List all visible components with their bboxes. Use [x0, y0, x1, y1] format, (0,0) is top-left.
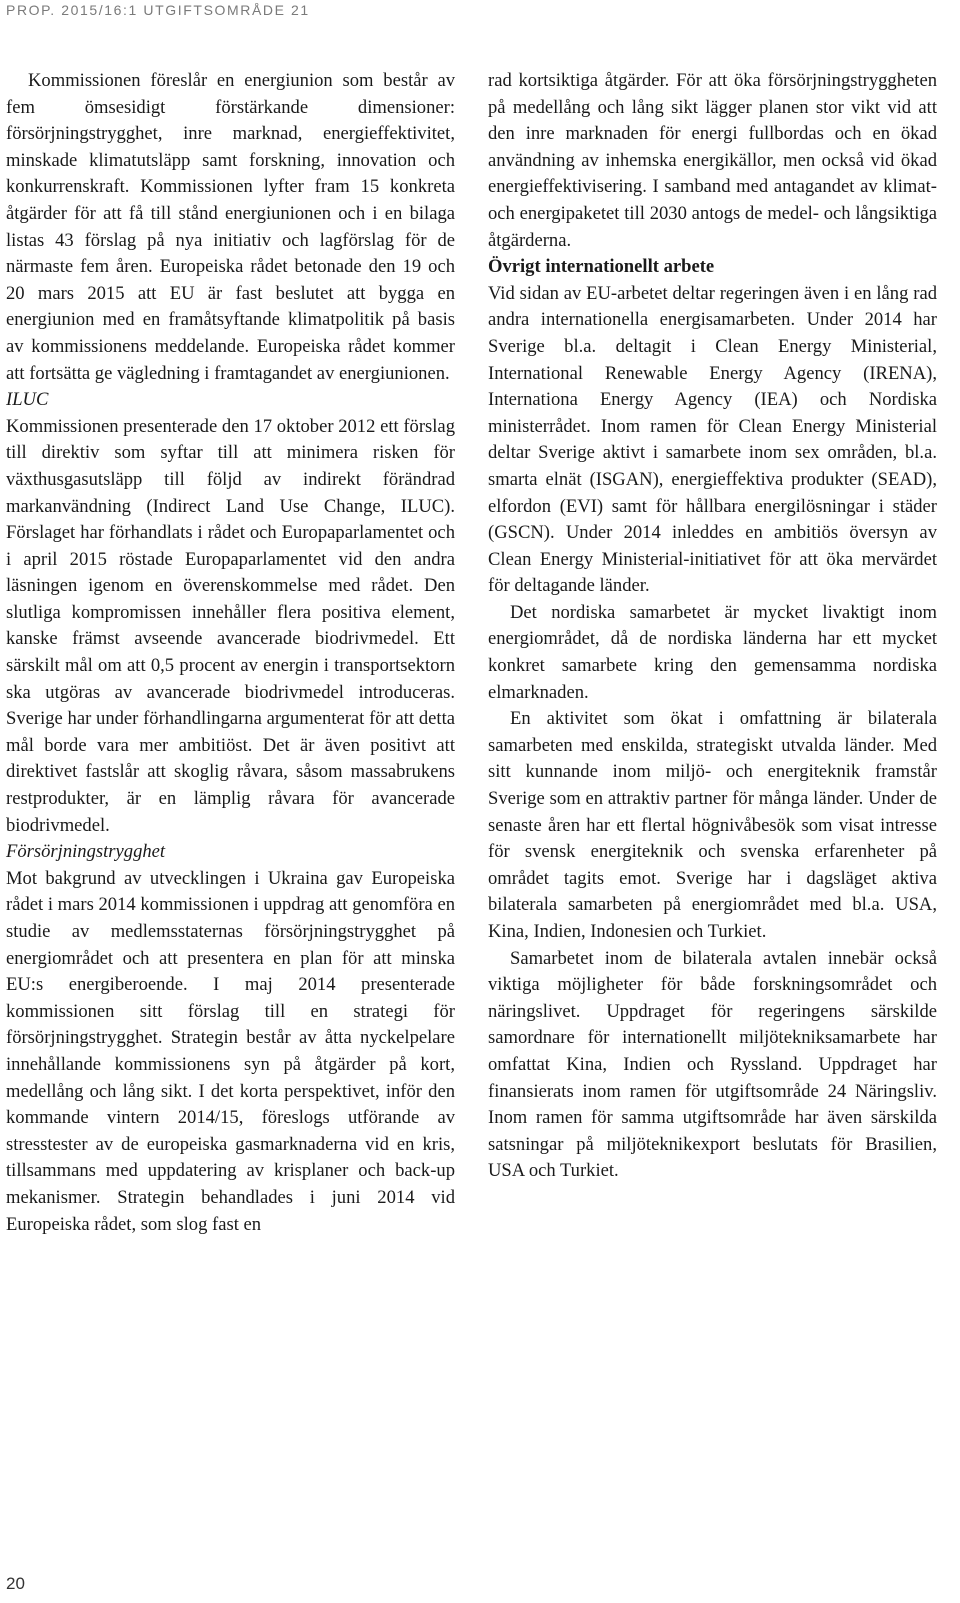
nordic-cooperation-paragraph: Det nordiska samarbetet är mycket livaktigt inom energiområdet, då de nordiska länderna har ett mycket konkret samarbete kring den gemensamma nordiska elmarknaden.: [488, 601, 937, 703]
supply-security-heading: Försörjningstrygghet: [6, 841, 166, 863]
continuation-paragraph: rad kortsiktiga åtgärder. För att öka försörjningstryggheten på medellång och lång sikt lägger planen stor vikt vid att den inre marknaden för energi fullbordas och en ökad användning av inhemska energikällor, men också vid ökad energieffektivisering. I samband med antagandet av klimat- och energipaketet till 2030 antogs de medel- och långsiktiga åtgärderna.: [488, 70, 937, 251]
supply-security-paragraph: Mot bakgrund av utvecklingen i Ukraina gav Europeiska rådet i mars 2014 kommissionen i uppdrag att genomföra en studie av medlemsstaternas försörjningstrygghet på energiområdet och att presentera en plan för att minska EU:s energiberoende. I maj 2014 presenterade kommissionen sitt förslag till en strategi för försörjningstrygghet. Strategin består av åtta nyckelpelare innehållande kommissionens syn på åtgärder på kort, medellång och lång sikt. I det korta perspektivet, inför den kommande vintern 2014/15, föreslogs utförande av stresstester av de europeiska gasmarknaderna vid en kris, tillsammans med uppdatering av krisplaner och back-up mekanismer. Strategin behandlades i juni 2014 vid Europeiska rådet, som slog fast en: [6, 867, 455, 1235]
iluc-heading: ILUC: [6, 389, 49, 411]
bilateral-agreements-paragraph: Samarbetet inom de bilaterala avtalen innebär också viktiga möjligheter för både forskningsområdet och näringslivet. Uppdraget för regeringens särskilde samordnare för internationellt miljötekniksamarbete har omfattat Kina, Indien och Ryssland. Uppdraget har finansierats inom ramen för utgiftsområde 24 Näringsliv. Inom ramen för samma utgiftsområde har även särskilda satsningar på miljöteknikexport beslutats för Brasilien, USA och Turkiet.: [488, 947, 937, 1182]
energy-union-paragraph: Kommissionen föreslår en energiunion som består av fem ömsesidigt förstärkande dimensioner: försörjningstrygghet, inre marknad, energieffektivitet, minskade klimatutsläpp samt forskning, innovation och konkurrenskraft. Kommissionen lyfter fram 15 konkreta åtgärder för att få till stånd energiunionen och i en bilaga listas 43 förslag på nya initiativ och lagförslag för de närmaste fem åren. Europeiska rådet betonade den 19 och 20 mars 2015 att EU är fast beslutet att bygga en energiunion med en framåtsyftande klimatpolitik på basis av kommissionens meddelande. Europeiska rådet kommer att fortsätta ge vägledning i framtagandet av energiunionen.: [6, 70, 455, 384]
running-head: PROP. 2015/16:1 UTGIFTSOMRÅDE 21: [6, 2, 310, 18]
left-column: [6, 68, 455, 1238]
international-work-heading: Övrigt internationellt arbete: [488, 256, 715, 278]
right-column: [488, 68, 937, 1185]
page-number: 20: [6, 1574, 25, 1593]
iluc-paragraph: Kommissionen presenterade den 17 oktober 2012 ett förslag till direktiv som syftar till att minimera risken för växthusgasutsläpp till följd av indirekt förändrad markanvändning (Indirect Land Use Change, ILUC). Förslaget har förhandlats i rådet och Europaparlamentet och i april 2015 röstade Europaparlamentet vid den andra läsningen igenom en överenskommelse med rådet. Den slutliga kompromissen innehåller flera positiva element, kanske främst avseende avancerade biodrivmedel. Ett särskilt mål om att 0,5 procent av energin i transportsektorn ska utgöras av avancerade biodrivmedel introduceras. Sverige har under förhandlingarna argumenterat för att detta mål borde vara mer ambitiöst. Det är även positivt att direktivet fastslår att skoglig råvara, såsom massabrukens restprodukter, är en lämplig råvara för avancerade biodrivmedel.: [6, 415, 455, 836]
international-paragraph-1: Vid sidan av EU-arbetet deltar regeringen även i en lång rad andra internationella energisamarbeten. Under 2014 har Sverige bl.a. deltagit i Clean Energy Ministerial, International Renewable Energy Agency (IRENA), Internationa Energy Agency (IEA) och Nordiska ministerrådet. Inom ramen för Clean Energy Ministerial deltar Sverige aktivt i samarbete inom sex områden, bl.a. smarta elnät (ISGAN), energieffektiva produkter (SEAD), elfordon (EVI) samt för hållbara energilösningar i städer (GSCN). Under 2014 inleddes en ambitiös översyn av Clean Energy Ministerial-initiativet för att öka mervärdet för deltagande länder.: [488, 282, 937, 597]
bilateral-cooperation-paragraph: En aktivitet som ökat i omfattning är bilaterala samarbeten med enskilda, strategiskt utvalda länder. Med sitt kunnande inom miljö- och energiteknik framstår Sverige som en attraktiv partner för många länder. Under de senaste åren har ett flertal högnivåbesök som visat intresse för svensk energiteknik och svenska erfarenheter på området tagits emot. Sverige har i dagsläget aktiva bilaterala samarbeten på energiområdet med bl.a. USA, Kina, Indien, Indonesien och Turkiet.: [488, 708, 937, 942]
